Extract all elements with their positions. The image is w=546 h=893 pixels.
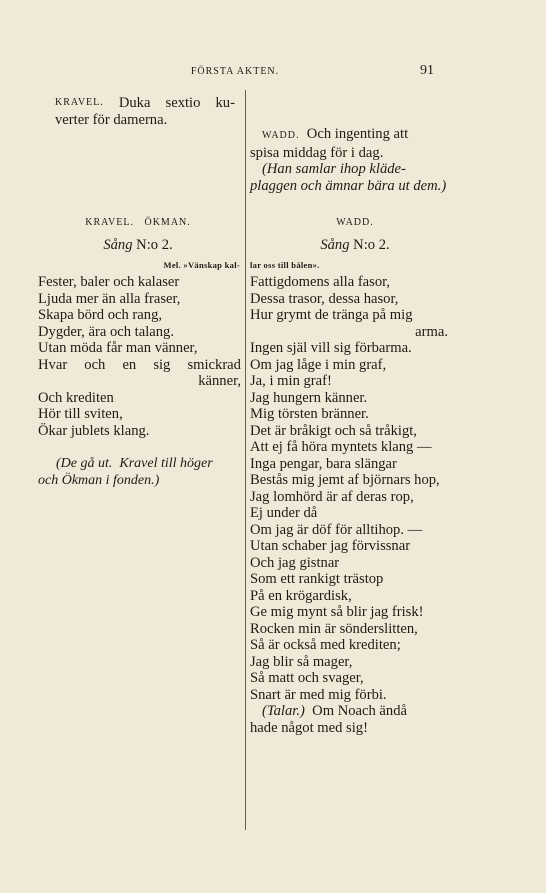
text-word: Duka [118, 95, 151, 111]
verse-line: Ja, i min graf! [250, 373, 332, 389]
verse-line: Ökar jublets klang. [38, 422, 150, 439]
speaker-wadd: WADD. [262, 130, 300, 141]
verse-line: Hör till sviten, [38, 406, 123, 422]
speaker-names: KRAVEL. ÖKMAN. [85, 217, 191, 228]
left-stage-direction [38, 456, 241, 489]
verse-line: arma. [415, 323, 448, 340]
right-song-heading [250, 237, 460, 254]
verse-line: Ingen själ vill sig förbarma. [250, 340, 412, 356]
speaker-wadd: WADD. [336, 217, 374, 228]
verse-line: Och jag gistnar [250, 554, 340, 571]
left-speakers [38, 215, 238, 232]
song-label: Sång [103, 237, 133, 253]
left-verse [38, 274, 241, 439]
left-song-heading [38, 237, 238, 254]
melody-note: lar oss till bålen». [250, 260, 320, 270]
verse-line: Jag hungern känner. [250, 389, 368, 406]
verse-line: Jag blir så mager, [250, 653, 353, 670]
stage-direction: (Han samlar ihop kläde- [262, 161, 406, 177]
text-word: ku- [215, 95, 235, 111]
left-melody [38, 257, 240, 274]
page-number: 91 [420, 63, 434, 78]
text-word: en [122, 356, 137, 373]
running-title: FÖRSTA AKTEN. [190, 66, 280, 77]
verse-line: Skapa börd och rang, [38, 307, 163, 323]
text-run: Och ingenting att [306, 126, 409, 142]
verse-line: Dygder, ära och talang. [38, 323, 174, 340]
verse-line [38, 357, 241, 374]
verse-line: Om jag är döf för alltihop. — [250, 521, 423, 538]
verse-line: Snart är med mig förbi. [250, 686, 387, 703]
text-word: sig [153, 356, 171, 373]
verse-line: Och krediten [38, 389, 114, 406]
stage-text: (De gå ut. [56, 456, 113, 471]
verse-line: Att ej få höra myntets klang — [250, 439, 432, 455]
text-word: Hvar [38, 356, 68, 373]
verse-line: Jag lomhörd är af deras rop, [250, 488, 414, 505]
verse-line: känner, [198, 373, 241, 389]
song-number: N:o 2. [136, 237, 173, 253]
stage-text: och Ökman i fonden.) [38, 472, 160, 488]
text-line: verter för damerna. [55, 111, 168, 128]
stage-direction: (Talar.) [262, 703, 305, 719]
song-label: Sång [320, 237, 350, 253]
text-run: Om Noach ändå [312, 703, 407, 719]
verse-line: Fattigdomens alla fasor, [250, 274, 391, 290]
right-speaker [250, 215, 460, 232]
verse-line: Ej under då [250, 505, 318, 521]
verse-line: Som ett rankigt trästop [250, 571, 384, 587]
verse-line: Hur grymt de tränga på mig [250, 307, 413, 323]
verse-line: Om jag låge i min graf, [250, 356, 387, 373]
verse-line: Så är också med krediten; [250, 637, 401, 653]
left-intro [55, 95, 235, 128]
stage-direction: plaggen och ämnar bära ut dem.) [250, 177, 447, 194]
right-verse [250, 274, 460, 736]
right-intro [250, 126, 455, 194]
verse-line: På en krögardisk, [250, 587, 352, 604]
melody-note: Mel. »Vänskap kal- [163, 260, 240, 270]
right-melody [250, 257, 460, 274]
text-word: smickrad [187, 356, 241, 373]
verse-line: Inga pengar, bara slängar [250, 455, 397, 472]
column-divider [245, 90, 246, 830]
verse-line: Fester, baler och kalaser [38, 274, 180, 290]
verse-line: Rocken min är sönderslitten, [250, 620, 418, 637]
text-word: och [84, 356, 106, 373]
verse-line: Utan schaber jag förvissnar [250, 538, 411, 554]
stage-text: Kravel till höger [119, 456, 213, 471]
text-line: spisa middag för i dag. [250, 144, 384, 161]
verse-line: Så matt och svager, [250, 670, 364, 686]
text-word: sextio [165, 95, 201, 111]
verse-line: hade något med sig! [250, 719, 368, 736]
verse-line: Dessa trasor, dessa hasor, [250, 290, 399, 307]
song-number: N:o 2. [353, 237, 390, 253]
verse-line: Det är bråkigt och så tråkigt, [250, 422, 417, 439]
verse-line: Utan möda får man vänner, [38, 340, 198, 356]
verse-line: Mig törsten bränner. [250, 406, 369, 422]
speaker-kravel: KRAVEL. [55, 97, 104, 108]
verse-line: Ge mig mynt så blir jag frisk! [250, 604, 424, 620]
verse-line: Ljuda mer än alla fraser, [38, 290, 181, 307]
verse-line: Bestås mig jemt af björnars hop, [250, 472, 440, 488]
